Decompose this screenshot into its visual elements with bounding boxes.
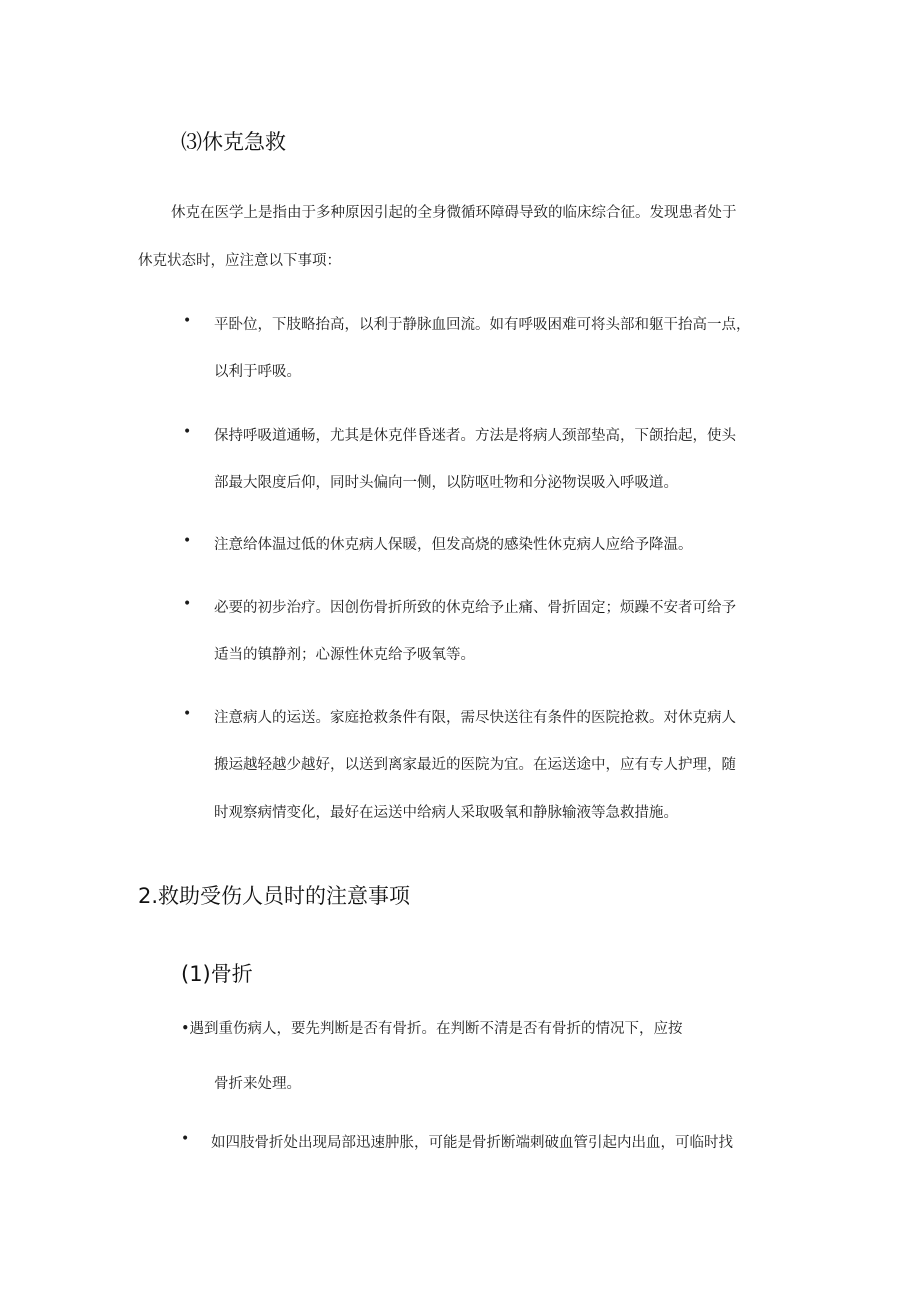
- shock-bullet-2-line-2: 部最大限度后仰，同时头偏向一侧，以防呕吐物和分泌物误吸入呼吸道。: [214, 475, 678, 491]
- bullet-marker: •: [183, 313, 192, 329]
- shock-bullet-4-line-1: 必要的初步治疗。因创伤骨折所致的休克给予止痛、骨折固定；烦躁不安者可给予: [214, 600, 736, 616]
- shock-bullet-1-line-1: 平卧位，下肢略抬高，以利于静脉血回流。如有呼吸困难可将头部和躯干抬高一点，: [214, 317, 751, 333]
- section-2-heading: 2.救助受伤人员时的注意事项: [138, 884, 411, 908]
- shock-intro-line-2: 休克状态时，应注意以下事项：: [138, 253, 341, 269]
- shock-intro-line-1: 休克在医学上是指由于多种原因引起的全身微循环障碍导致的临床综合征。发现患者处于: [171, 205, 737, 221]
- shock-bullet-5-line-3: 时观察病情变化，最好在运送中给病人采取吸氧和静脉输液等急救措施。: [214, 805, 678, 821]
- bullet-marker: •: [183, 424, 192, 440]
- fracture-bullet-2-line-1: 如四肢骨折处出现局部迅速肿胀，可能是骨折断端刺破血管引起内出血，可临时找: [211, 1135, 733, 1151]
- fracture-bullet-1-line-1: •遇到重伤病人，要先判断是否有骨折。在判断不清是否有骨折的情况下，应按: [181, 1021, 683, 1037]
- bullet-marker: •: [183, 596, 192, 612]
- shock-bullet-1-line-2: 以利于呼吸。: [214, 364, 301, 380]
- shock-heading: ⑶休克急救: [181, 130, 286, 154]
- shock-bullet-2-line-1: 保持呼吸道通畅，尤其是休克伴昏迷者。方法是将病人颈部垫高，下颌抬起，使头: [214, 428, 736, 444]
- shock-bullet-3-line-1: 注意给体温过低的休克病人保暖，但发高烧的感染性休克病人应给予降温。: [214, 537, 693, 553]
- shock-bullet-5-line-2: 搬运越轻越少越好，以送到离家最近的医院为宜。在运送途中，应有专人护理，随: [214, 757, 736, 773]
- bullet-marker: •: [183, 706, 192, 722]
- bullet-marker: •: [183, 533, 192, 549]
- fracture-heading: (1)骨折: [181, 962, 253, 986]
- shock-bullet-4-line-2: 适当的镇静剂；心源性休克给予吸氧等。: [214, 647, 475, 663]
- shock-bullet-5-line-1: 注意病人的运送。家庭抢救条件有限，需尽快送往有条件的医院抢救。对休克病人: [214, 710, 736, 726]
- bullet-marker: •: [181, 1131, 190, 1147]
- fracture-bullet-1-line-2: 骨折来处理。: [214, 1076, 301, 1092]
